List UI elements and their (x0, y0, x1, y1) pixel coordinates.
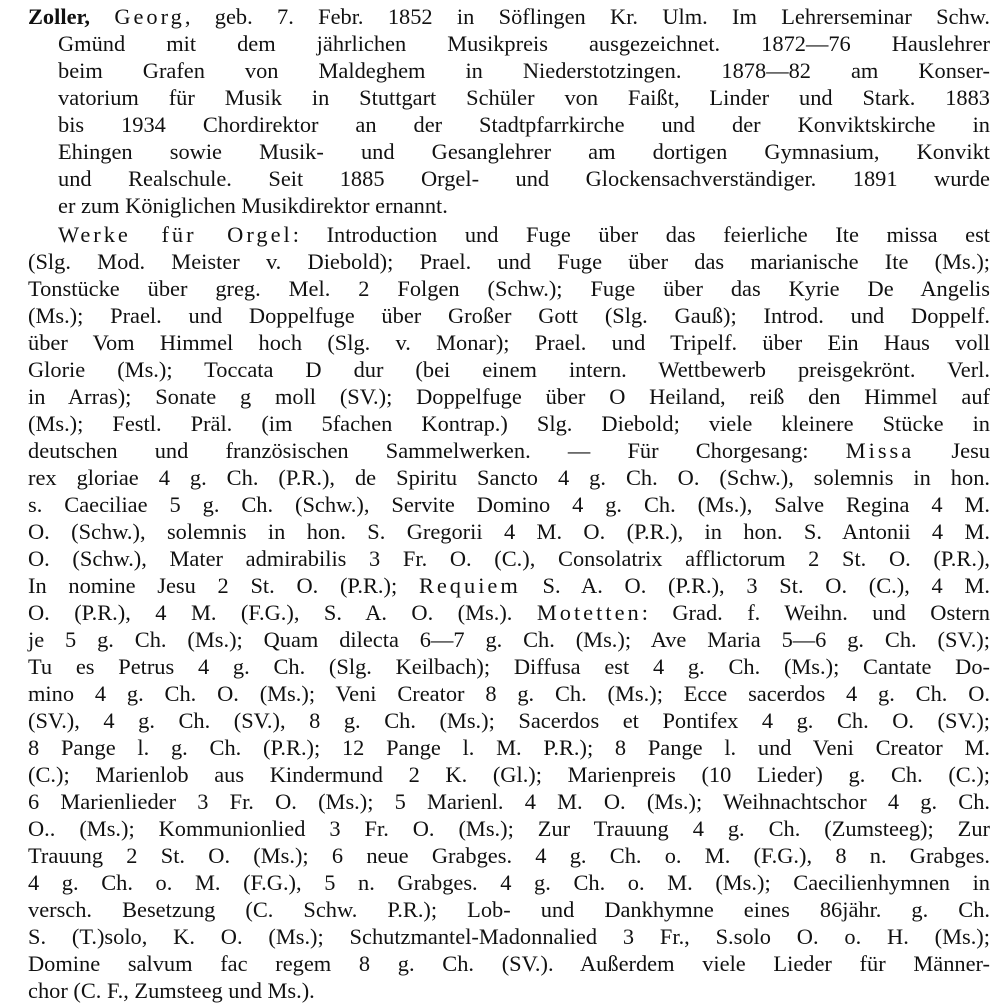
works-line: über Vom Himmel hoch (Slg. v. Monar); Prael. und Tripelf. über Ein Haus voll (28, 330, 990, 355)
works-line: in Arras); Sonate g moll (SV.); Doppelfuge über O Heiland, reiß den Himmel auf (28, 384, 990, 409)
motetten-heading: Motetten (536, 600, 642, 625)
works-line: Trauung 2 St. O. (Ms.); 6 neue Grabges. 4 g. Ch. o. M. (F.G.), 8 n. Grabges. (28, 843, 990, 868)
works-line: 8 Pange l. g. Ch. (P.R.); 12 Pange l. M. P.R.); 8 Pange l. und Veni Creator M. (28, 735, 990, 760)
works-line: (Ms.); Festl. Präl. (im 5fachen Kontrap.) Slg. Diebold; viele kleinere Stücke in (28, 411, 990, 436)
works-line: (SV.), 4 g. Ch. (SV.), 8 g. Ch. (Ms.); Sacerdos et Pontifex 4 g. Ch. O. (SV.); (28, 708, 990, 733)
works-first-rest: : Introduction und Fuge über das feierliche Ite missa est (292, 222, 991, 247)
bio-line: Ehingen sowie Musik- und Gesanglehrer am dortigen Gymnasium, Konvikt (58, 139, 990, 164)
bio-line: vatorium für Musik in Stuttgart Schüler von Faißt, Linder und Stark. 1883 (58, 85, 990, 110)
works-line: je 5 g. Ch. (Ms.); Quam dilecta 6—7 g. Ch. (Ms.); Ave Maria 5—6 g. Ch. (SV.); (28, 627, 990, 652)
mot-line-b: : Grad. f. Weihn. und Ostern (641, 600, 991, 625)
bio-first-rest: , geb. 7. Febr. 1852 in Söflingen Kr. Ulm. Im Lehrerseminar Schw. (184, 4, 990, 29)
bio-line: und Realschule. Seit 1885 Orgel- und Glockensachverständiger. 1891 wurde (58, 166, 990, 191)
works-line: O. (Schw.), Mater admirabilis 3 Fr. O. (C.), Consolatrix afflictorum 2 St. O. (P.R.), (28, 546, 990, 571)
works-line: Tu es Petrus 4 g. Ch. (Slg. Keilbach); Diffusa est 4 g. Ch. (Ms.); Cantate Do- (28, 654, 990, 679)
works-line (0, 573, 1000, 599)
works-line: Tonstücke über greg. Mel. 2 Folgen (Schw.); Fuge über das Kyrie De Angelis (28, 276, 990, 301)
works-line (0, 600, 1000, 626)
req-line-b: S. A. O. (P.R.), 3 St. O. (C.), 4 M. (520, 573, 990, 598)
works-line: versch. Besetzung (C. Schw. P.R.); Lob- und Dankhymne eines 86jähr. g. Ch. (28, 897, 990, 922)
works-line: (C.); Marienlob aus Kindermund 2 K. (Gl.); Marienpreis (10 Lieder) g. Ch. (C.); (28, 762, 990, 787)
mot-line-a: O. (P.R.), 4 M. (F.G.), S. A. O. (Ms.). (28, 600, 537, 625)
works-line: 6 Marienlieder 3 Fr. O. (Ms.); 5 Marienl. 4 M. O. (Ms.); Weihnachtschor 4 g. Ch. (28, 789, 990, 814)
chor-line-b: Jesu (914, 438, 990, 463)
missa-heading: Missa (845, 438, 915, 463)
bio-line: beim Grafen von Maldeghem in Niederstotzingen. 1878—82 am Konser- (58, 58, 990, 83)
works-line: O.. (Ms.); Kommunionlied 3 Fr. O. (Ms.); Zur Trauung 4 g. Ch. (Zumsteeg); Zur (28, 816, 990, 841)
works-line: Domine salvum fac regem 8 g. Ch. (SV.). Außerdem viele Lieder für Männer- (28, 951, 990, 976)
works-line (0, 222, 1000, 248)
bio-line: bis 1934 Chordirektor an der Stadtpfarrkirche und der Konviktskirche in (58, 112, 990, 137)
chor-line-a: deutschen und französischen Sammelwerken. — Für Chorgesang: (28, 438, 846, 463)
requiem-heading: Requiem (418, 573, 521, 598)
works-line: s. Caeciliae 5 g. Ch. (Schw.), Servite Domino 4 g. Ch. (Ms.), Salve Regina 4 M. (28, 492, 990, 517)
works-line: 4 g. Ch. o. M. (F.G.), 5 n. Grabges. 4 g. Ch. o. M. (Ms.); Caecilienhymnen in (28, 870, 990, 895)
works-heading: Werke für Orgel (58, 222, 293, 247)
works-line: (Ms.); Prael. und Doppelfuge über Großer Gott (Slg. Gauß); Introd. und Doppelf. (28, 303, 990, 328)
works-line: Glorie (Ms.); Toccata D dur (bei einem intern. Wettbewerb preisgekrönt. Verl. (28, 357, 990, 382)
entry-name: Zoller, (28, 4, 90, 29)
works-line: mino 4 g. Ch. O. (Ms.); Veni Creator 8 g. Ch. (Ms.); Ecce sacerdos 4 g. Ch. O. (28, 681, 990, 706)
works-line: chor (C. F., Zumsteeg und Ms.). (28, 978, 315, 1003)
works-line (0, 438, 1000, 464)
works-line: (Slg. Mod. Meister v. Diebold); Prael. und Fuge über das marianische Ite (Ms.); (28, 249, 990, 274)
works-line: rex gloriae 4 g. Ch. (P.R.), de Spiritu Sancto 4 g. Ch. O. (Schw.), solemnis in hon. (28, 465, 990, 490)
bio-line: Gmünd mit dem jährlichen Musikpreis ausgezeichnet. 1872—76 Hauslehrer (58, 31, 990, 56)
bio-line: er zum Königlichen Musikdirektor ernannt. (58, 193, 448, 218)
req-line-a: In nomine Jesu 2 St. O. (P.R.); (28, 573, 419, 598)
entry-given-name: Georg (114, 4, 185, 29)
bio-line (0, 4, 1000, 30)
works-line: S. (T.)solo, K. O. (Ms.); Schutzmantel-Madonnalied 3 Fr., S.solo O. o. H. (Ms.); (28, 924, 990, 949)
works-line: O. (Schw.), solemnis in hon. S. Gregorii 4 M. O. (P.R.), in hon. S. Antonii 4 M. (28, 519, 990, 544)
